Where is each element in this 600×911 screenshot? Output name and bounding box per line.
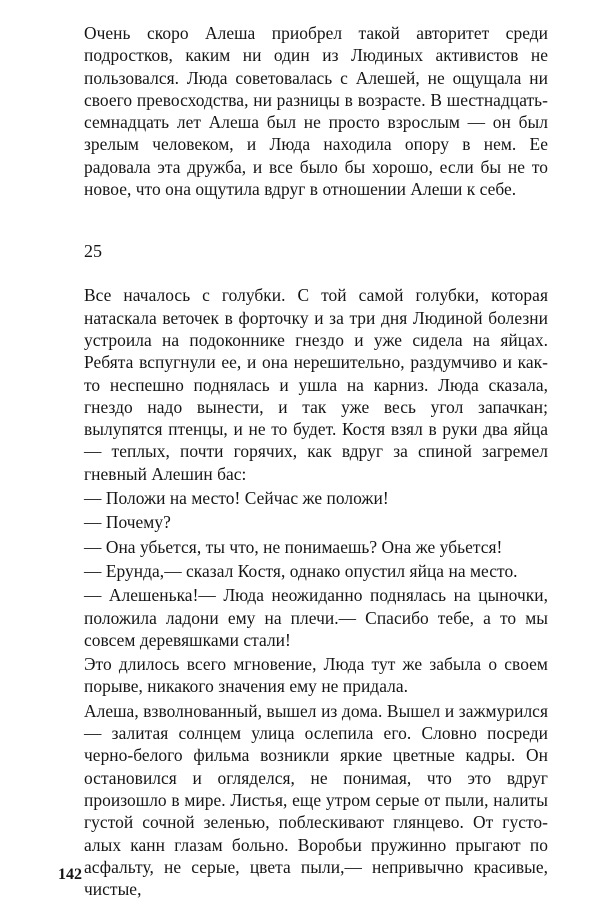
paragraph: Все началось с голубки. С той самой голубки, которая натаскала веточек в форточку и за три дня Людиной болезни устроила на подоконнике гнездо и уже сидела на яйцах. Ребята вспугнули ее, и она нерешительно, раздумчиво и как-то неспешно поднялась и ушла на карниз. Люда сказала, гнездо надо вынести, и так уже весь угол запачкан; вылупятся птенцы, и не то будет. Костя взял в руки два яйца — теплых, почти горячих, как вдруг за спиной загремел гневный Алешин бас: (84, 285, 548, 484)
dialogue-line: — Ерунда,— сказал Костя, однако опустил яйца на место. (84, 560, 518, 581)
chapter-number: 25 (84, 241, 102, 262)
dialogue-line: — Положи на место! Сейчас же положи! (84, 488, 389, 509)
page-number: 142 (58, 866, 82, 883)
text-block-before-chapter (84, 22, 548, 200)
dialogue-line: — Почему? (84, 512, 171, 533)
text-block-after-chapter (84, 284, 548, 900)
paragraph: Это длилось всего мгновение, Люда тут же забыла о своем порыве, никакого значения ему не придала. (84, 654, 548, 697)
chapter-spacing (84, 262, 548, 284)
paragraph: Очень скоро Алеша приобрел такой авторитет среди подростков, каким ни один из Людиных активистов не пользовался. Люда советовалась с Алешей, не ощущала ни своего превосходства, ни разницы в возрасте. В шестнадцать-семнадцать лет Алеша был не просто взрослым — он был зрелым человеком, и Люда находила опору в нем. Ее радовала эта дружба, и все было бы хорошо, если бы не то новое, что она ощутила вдруг в отношении Алеши к себе. (84, 23, 548, 200)
dialogue-line: — Она убьется, ты что, не понимаешь? Она же убьется! (84, 536, 503, 557)
paragraph: Алеша, взволнованный, вышел из дома. Вышел и зажмурился — залитая солнцем улица ослепила его. Словно посреди черно-белого фильма возникли яркие цветные кадры. Он остановился и огляделся, не понимая, что это вдруг произошло в мире. Листья, еще утром серые от пыли, налиты густой сочной зеленью, поблескивают глянцево. От густо-алых канн глазам больно. Воробьи пружинно прыгают по асфальту, не серые, цвета пыли,— непривычно красивые, чистые, (84, 700, 548, 900)
dialogue-line: — Алешенька!— Люда неожиданно поднялась на цыночки, положила ладони ему на плечи.— Спасибо тебе, а то мы совсем деревяшками стали! (84, 585, 548, 650)
